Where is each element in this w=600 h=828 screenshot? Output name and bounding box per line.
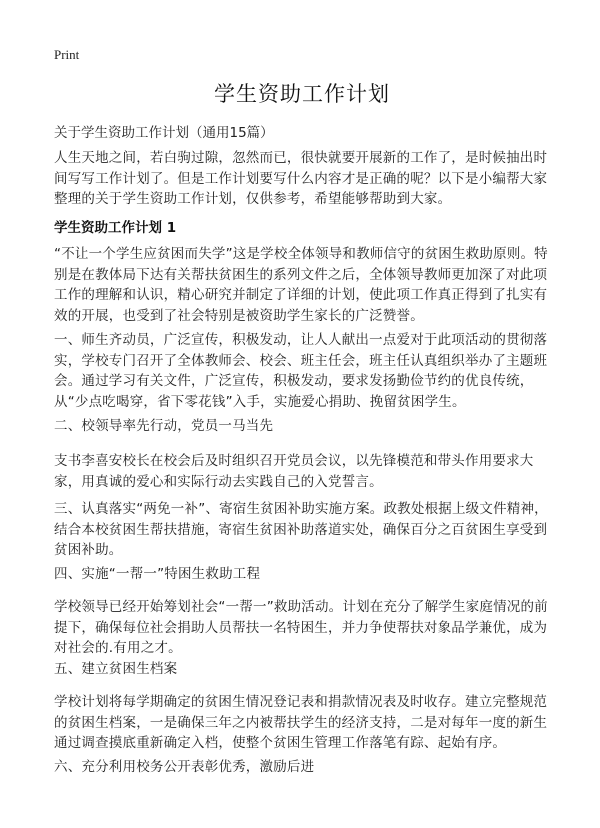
paragraph: 学校领导已经开始筹划社会“一帮一”救助活动。计划在充分了解学生家庭情况的前提下，确保每位社会捐助人员帮扶一名特困生，并力争使帮扶对象品学兼优，成为对社会的.有用之才。 xyxy=(54,599,548,656)
intro-paragraph: 人生天地之间，若白驹过隙，忽然而已，很快就要开展新的工作了，是时候抽出时间写写工作计划了。但是工作计划要写什么内容才是正确的呢？以下是小编帮大家整理的关于学生资助工作计划，仅供参考，希望能够帮助到大家。 xyxy=(54,150,548,207)
paragraph-heading: 四、实施“一帮一”特困生救助工程 xyxy=(54,566,261,582)
paragraph-heading: 六、充分利用校务公开表彰优秀，激励后进 xyxy=(54,759,315,775)
section-heading: 学生资助工作计划 1 xyxy=(54,220,177,236)
print-label: Print xyxy=(54,47,80,62)
paragraph: 支书李喜安校长在校会后及时组织召开党员会议，以先锋模范和带头作用要求大家，用真诚的爱心和实际行动去实践自己的入党誓言。 xyxy=(54,453,534,490)
paragraph-heading: 二、校领导率先行动，党员一马当先 xyxy=(54,418,274,434)
paragraph: 三、认真落实“两免一补”、寄宿生贫困补助实施方案。政教处根据上级文件精神，结合本校贫困生帮扶措施，寄宿生贫困补助落道实处，确保百分之百贫困生享受到贫困补助。 xyxy=(54,501,548,558)
paragraph: “不让一个学生应贫困而失学”这是学校全体领导和教师信守的贫困生救助原则。特别是在教体局下达有关帮扶贫困生的系列文件之后，全体领导教师更加深了对此项工作的理解和认识，精心研究并制定了详细的计划，使此项工作真正得到了扎实有效的开展，也受到了社会特别是被资助学生家长的广泛赞誉。 xyxy=(54,246,548,324)
paragraph: 一、师生齐动员，广泛宣传，积极发动，让人人献出一点爱对于此项活动的贯彻落实，学校专门召开了全体教师会、校会、班主任会，班主任认真组织举办了主题班会。通过学习有关文件，广泛宣传，积极发动，要求发扬勤俭节约的优良传统，从“少点吃喝穿，省下零花钱”入手，实施爱心捐助、挽留贫困学生。 xyxy=(54,332,548,410)
paragraph-heading: 五、建立贫困生档案 xyxy=(54,661,178,677)
paragraph: 学校计划将每学期确定的贫困生情况登记表和捐款情况表及时收存。建立完整规范的贫困生档案，一是确保三年之内被帮扶学生的经济支持，二是对每年一度的新生通过调查摸底重新确定入档，使整个贫困生管理工作落笔有踪、起始有序。 xyxy=(54,694,548,751)
document-subtitle: 关于学生资助工作计划（通用15篇） xyxy=(54,125,274,141)
document-title: 学生资助工作计划 xyxy=(214,82,390,106)
